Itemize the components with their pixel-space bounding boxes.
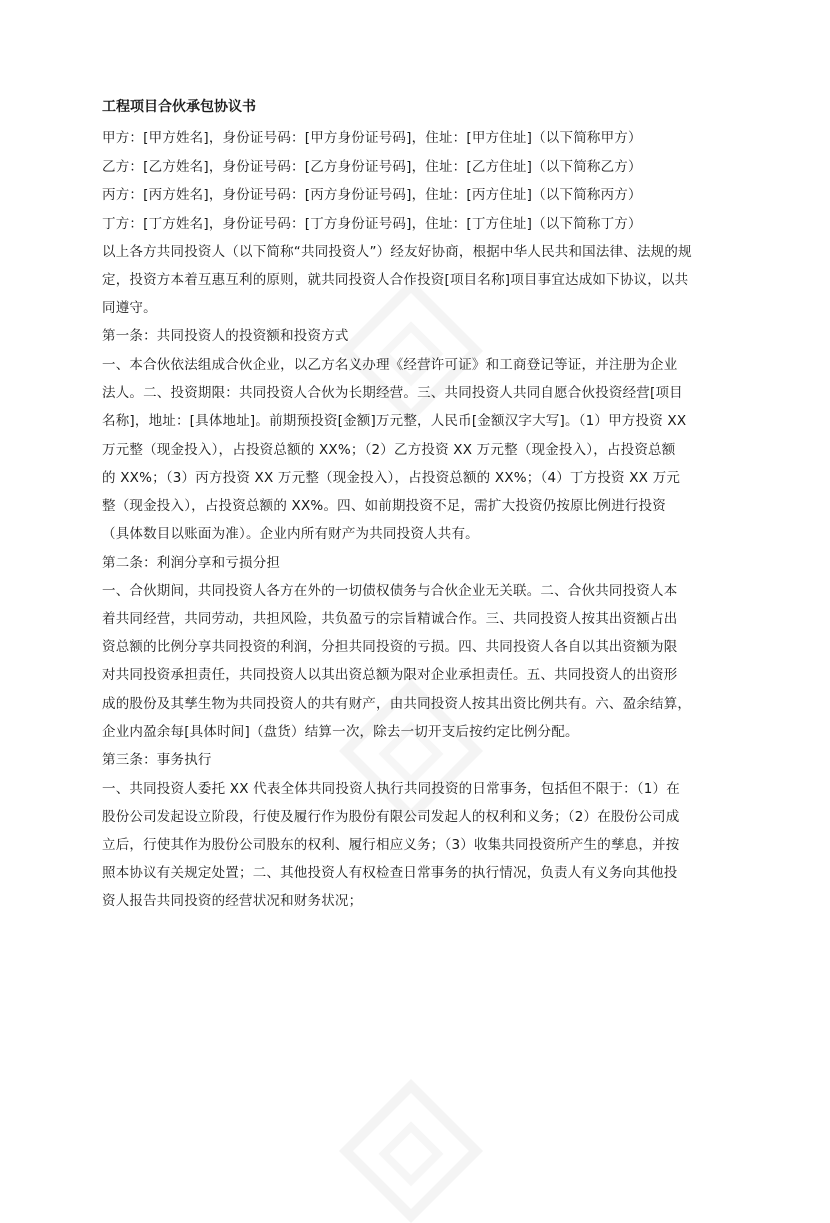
paragraph-line: 丙方：[丙方姓名]，身份证号码：[丙方身份证号码]，住址：[丙方住址]（以下简称丙方） [102, 187, 642, 203]
paragraph-line: 立后，行使其作为股份公司股东的权利、履行相应义务；（3）收集共同投资所产生的孳息，并按 [102, 837, 680, 853]
paragraph-line: 成的股份及其孳生物为共同投资人的共有财产，由共同投资人按其出资比例共有。六、盈余结算， [102, 696, 692, 712]
section-heading: 第二条：利润分享和亏损分担 [102, 555, 281, 571]
paragraph-line: 丁方：[丁方姓名]，身份证号码：[丁方身份证号码]，住址：[丁方住址]（以下简称丁方） [102, 216, 642, 232]
paragraph-line: 一、共同投资人委托 XX 代表全体共同投资人执行共同投资的日常事务，包括但不限于：（1）在 [102, 781, 680, 797]
paragraph-line: 对共同投资承担责任，共同投资人以其出资总额为限对企业承担责任。五、共同投资人的出资形 [102, 667, 678, 683]
paragraph-line: 以上各方共同投资人（以下简称“共同投资人”）经友好协商，根据中华人民共和国法律、法规的规 [102, 244, 692, 260]
paragraph-line: 资人报告共同投资的经营状况和财务状况； [102, 893, 363, 909]
paragraph-line: 法人。二、投资期限：共同投资人合伙为长期经营。三、共同投资人共同自愿合伙投资经营[项目 [102, 385, 683, 401]
paragraph-line: 同遵守。 [102, 300, 157, 316]
paragraph-line: 定，投资方本着互惠互利的原则，就共同投资人合作投资[项目名称]项目事宜达成如下协议，以共 [102, 272, 689, 288]
paragraph-line: 整（现金投入），占投资总额的 XX%。四、如前期投资不足，需扩大投资仍按原比例进行投资 [102, 498, 666, 514]
document-title: 工程项目合伙承包协议书 [102, 99, 256, 115]
section-heading: 第三条：事务执行 [102, 752, 212, 768]
paragraph-line: 企业内盈余每[具体时间]（盘货）结算一次，除去一切开支后按约定比例分配。 [102, 724, 579, 740]
paragraph-line: （具体数目以账面为准）。企业内所有财产为共同投资人共有。 [102, 526, 479, 542]
paragraph-line: 股份公司发起设立阶段，行使及履行作为股份有限公司发起人的权利和义务；（2）在股份公司成 [102, 809, 680, 825]
paragraph-line: 乙方：[乙方姓名]，身份证号码：[乙方身份证号码]，住址：[乙方住址]（以下简称乙方） [102, 159, 642, 175]
paragraph-line: 着共同经营，共同劳动，共担风险，共负盈亏的宗旨精诚合作。三、共同投资人按其出资额占出 [102, 611, 678, 627]
paragraph-line: 一、合伙期间，共同投资人各方在外的一切债权债务与合伙企业无关联。二、合伙共同投资人本 [102, 583, 678, 599]
paragraph-line: 的 XX%；（3）丙方投资 XX 万元整（现金投入），占投资总额的 XX%；（4）丁方投资 XX 万元 [102, 470, 681, 486]
paragraph-line: 名称]，地址：[具体地址]。前期预投资[金额]万元整，人民币[金额汉字大写]。（1）甲方投资 XX [102, 413, 687, 429]
section-heading: 第一条：共同投资人的投资额和投资方式 [102, 328, 349, 344]
watermark-logo [339, 1079, 483, 1223]
paragraph-line: 资总额的比例分享共同投资的利润，分担共同投资的亏损。四、共同投资人各自以其出资额为限 [102, 639, 678, 655]
paragraph-line: 一、本合伙依法组成合伙企业，以乙方名义办理《经营许可证》和工商登记等证，并注册为企业 [102, 357, 678, 373]
paragraph-line: 万元整（现金投入），占投资总额的 XX%；（2）乙方投资 XX 万元整（现金投入），占投资总额 [102, 442, 676, 458]
paragraph-line: 照本协议有关规定处置；二、其他投资人有权检查日常事务的执行情况，负责人有义务向其他投 [102, 865, 678, 881]
paragraph-line: 甲方：[甲方姓名]，身份证号码：[甲方身份证号码]，住址：[甲方住址]（以下简称甲方） [102, 130, 642, 146]
